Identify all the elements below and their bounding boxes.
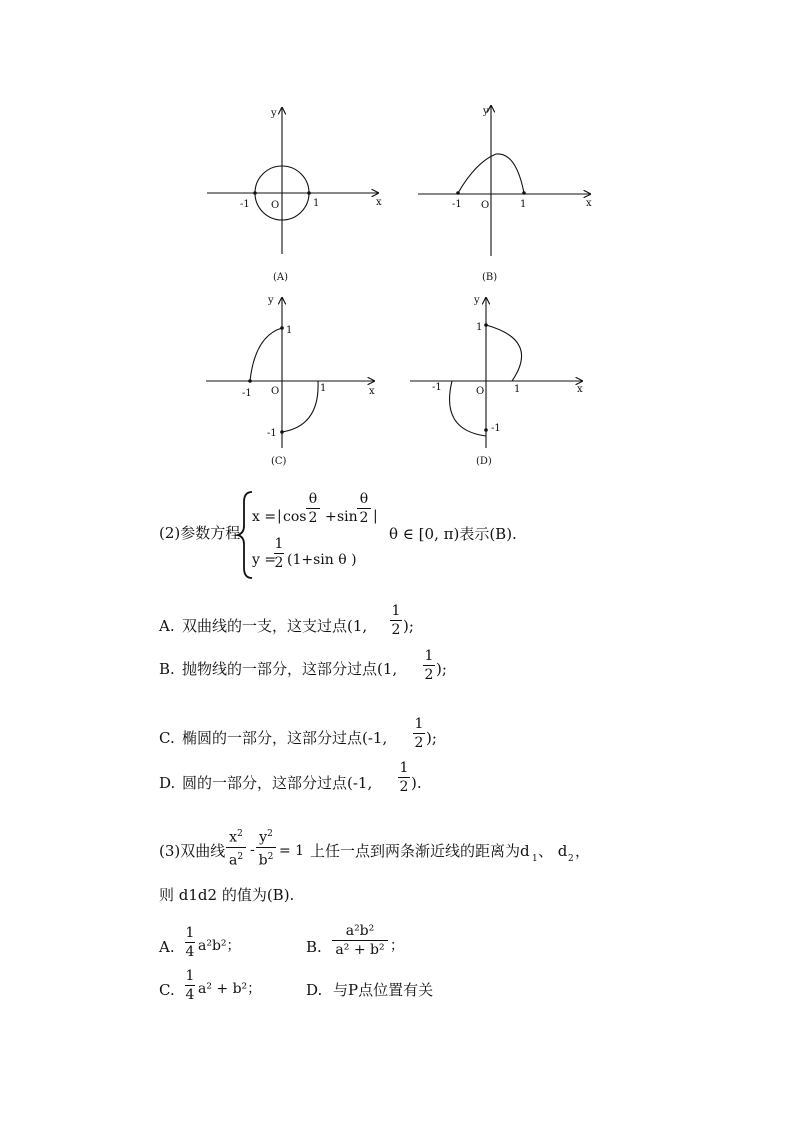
q2-frac-sin-num: θ <box>359 491 369 507</box>
point-d-top <box>484 323 488 327</box>
q3-x: x <box>229 829 238 846</box>
q3-opt-b-tail: ； <box>390 938 404 954</box>
q2-y-rest: (1+sin θ ) <box>287 552 357 568</box>
label-c: (C) <box>271 456 287 467</box>
point-c-top <box>280 326 284 330</box>
q3-frac-x <box>226 826 246 868</box>
q3-y-exp: 2 <box>267 829 273 839</box>
x-label-a: x <box>376 197 382 208</box>
point-d-bottom <box>484 428 488 432</box>
q3-line2: 则 d1d2 的值为(B). <box>159 886 295 904</box>
q2-opt-c-tail: ); <box>426 729 437 747</box>
origin-d: O <box>476 386 485 397</box>
q3-opt-b-den: a² + b² <box>335 942 385 958</box>
point-a-right <box>307 191 311 195</box>
q2-abs-close: | <box>373 508 378 524</box>
origin-a: O <box>271 200 280 211</box>
figure-b <box>418 106 592 283</box>
tick-d-one-y: 1 <box>476 322 483 333</box>
figure-a <box>207 108 382 283</box>
q3-opt-c-frac <box>185 968 195 1003</box>
point-c-bottom <box>280 430 284 434</box>
q2-opt-b-label: B. <box>159 660 175 678</box>
x-label-c: x <box>369 386 375 397</box>
figure-d <box>410 295 583 467</box>
origin-c: O <box>271 386 280 397</box>
tick-c-one-x: 1 <box>320 383 327 394</box>
q3-opt-c-num: 1 <box>185 968 195 984</box>
q2-opt-b-text: 抛物线的一部分，这部分过点(1, <box>182 660 398 678</box>
q3-opt-c-rest: a² + b²； <box>198 981 262 997</box>
y-label-b: y <box>483 106 489 117</box>
curve-c-upper <box>250 328 282 381</box>
q2-frac-sin <box>357 491 371 526</box>
tick-d-one-x: 1 <box>514 384 521 395</box>
y-label-a: y <box>271 108 277 119</box>
label-a: (A) <box>273 272 289 283</box>
q2-opt-b-den: 2 <box>424 667 434 683</box>
q2-opt-b-num: 1 <box>424 648 434 664</box>
label-b: (B) <box>482 272 498 283</box>
q3-opt-d-text: 与P点位置有关 <box>333 981 434 999</box>
q2-frac-half-den: 2 <box>274 555 284 571</box>
q2-frac-half-num: 1 <box>274 536 284 552</box>
q3-minus: - <box>250 842 255 858</box>
tick-c-minus-one: -1 <box>242 388 252 399</box>
q2-opt-d-tail: ). <box>411 774 422 792</box>
curve-d-upper <box>486 325 522 381</box>
q3-frac-y <box>256 826 276 868</box>
x-label-b: x <box>586 198 592 209</box>
y-label-d: y <box>474 295 480 306</box>
q3-sub1: 1 <box>532 854 538 864</box>
point-c-left <box>248 379 252 383</box>
q3-rest: 上任一点到两条渐近线的距离为d <box>310 842 530 860</box>
q2-opt-d-den: 2 <box>399 779 409 795</box>
tick-a-minus-one: -1 <box>240 199 250 210</box>
tick-c-minus-one-y: -1 <box>267 428 277 439</box>
figure-c <box>206 295 375 467</box>
q2-domain: θ ∈ [0, π)表示(B). <box>389 525 517 543</box>
q3-opt-a-num: 1 <box>185 925 195 941</box>
q2-opt-c-text: 椭圆的一部分，这部分过点(-1, <box>182 729 388 747</box>
q2-opt-a-frac <box>390 603 402 638</box>
tick-d-minus-one-y: -1 <box>491 423 501 434</box>
tick-d-minus-one: -1 <box>432 382 442 393</box>
q2-opt-d-text: 圆的一部分，这部分过点(-1, <box>182 774 373 792</box>
q3-opt-a-den: 4 <box>185 944 195 960</box>
q2-opt-b-frac <box>423 648 435 683</box>
q2-x-lhs: x = <box>252 509 277 525</box>
q2-frac-half <box>274 536 284 571</box>
q2-opt-d-frac <box>398 760 410 795</box>
q2-sin: sin <box>337 509 358 525</box>
tick-c-one-y: 1 <box>286 325 293 336</box>
q2-plus: + <box>325 509 337 525</box>
q2-frac-cos-den: 2 <box>308 510 318 526</box>
point-b-left <box>456 191 460 195</box>
q3-equals-one: = 1 <box>279 843 305 859</box>
q3-prefix: (3)双曲线 <box>159 842 226 860</box>
q3-opt-c-den: 4 <box>185 987 195 1003</box>
curve-c-lower <box>282 381 318 432</box>
q2-opt-c-num: 1 <box>414 716 424 732</box>
figure-panel <box>0 0 800 480</box>
q3-opt-c-label: C. <box>159 981 175 999</box>
q3-opt-b-label: B. <box>306 938 322 956</box>
q3-opt-b-num: a²b² <box>345 923 375 939</box>
q2-abs-open: | <box>277 508 282 524</box>
q2-opt-a-label: A. <box>159 617 175 635</box>
q2-prefix: (2)参数方程 <box>159 524 241 542</box>
q2-y-lhs: y = <box>252 552 277 568</box>
y-label-c: y <box>268 295 274 306</box>
q2-frac-cos <box>306 491 320 526</box>
tick-b-minus-one: -1 <box>452 199 462 210</box>
x-label-d: x <box>577 384 583 395</box>
tick-b-one: 1 <box>520 199 527 210</box>
q2-opt-a-num: 1 <box>391 603 401 619</box>
q2-opt-d-label: D. <box>159 774 176 792</box>
q3-opt-a-frac <box>185 925 195 960</box>
q3-a: a <box>228 852 238 869</box>
q3-b-exp: 2 <box>267 851 274 862</box>
q3-a-exp: 2 <box>237 851 244 862</box>
q3-comma: 、 d <box>538 842 568 860</box>
q3-b: b <box>258 852 268 869</box>
q3-opt-a-label: A. <box>159 938 175 956</box>
tick-a-one: 1 <box>313 198 320 209</box>
point-b-right <box>522 191 526 195</box>
q2-opt-c-frac <box>413 716 425 751</box>
q3-y: y <box>259 829 268 846</box>
q3-x-exp: 2 <box>237 829 243 839</box>
q2-opt-d-num: 1 <box>399 760 409 776</box>
q2-opt-a-tail: ); <box>403 617 414 635</box>
q2-opt-b-tail: ); <box>436 660 447 678</box>
q2-cos: cos <box>283 509 307 525</box>
point-a-left <box>253 191 257 195</box>
q2-frac-sin-den: 2 <box>359 510 369 526</box>
q2-opt-a-text: 双曲线的一支，这支过点(1, <box>182 617 368 635</box>
q3-opt-b-frac <box>332 923 388 958</box>
q3-tail: ， <box>575 842 591 860</box>
label-d: (D) <box>476 456 492 467</box>
q2-opt-a-den: 2 <box>391 622 401 638</box>
q3-opt-a-rest: a²b²； <box>198 938 241 954</box>
q2-opt-c-den: 2 <box>414 735 424 751</box>
q3-opt-d-label: D. <box>306 981 323 999</box>
origin-b: O <box>481 200 490 211</box>
q2-opt-c-label: C. <box>159 729 175 747</box>
q3-sub2: 2 <box>568 854 574 864</box>
q2-frac-cos-num: θ <box>308 491 318 507</box>
